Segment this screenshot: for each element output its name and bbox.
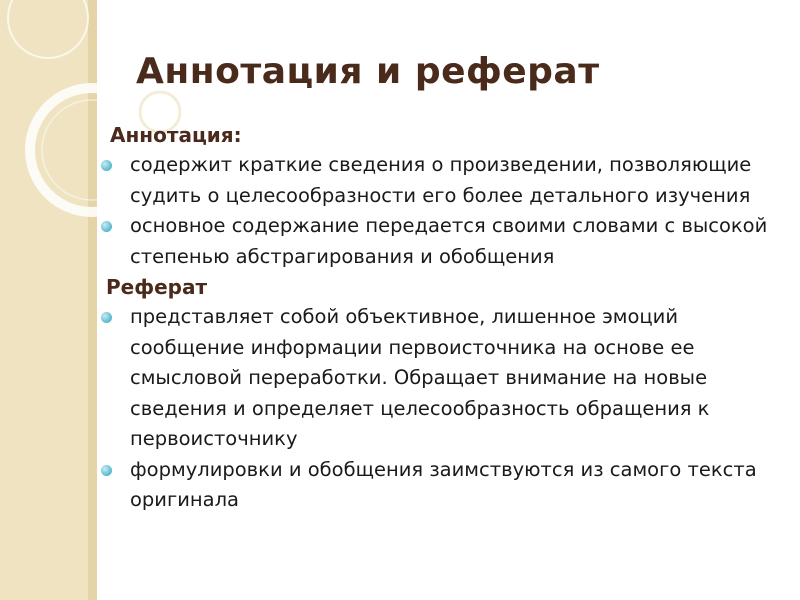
list-item: [96, 211, 776, 272]
section-heading-annotation: Аннотация:: [110, 123, 242, 147]
bullet-text: формулировки и обобщения заимствуются из самого текста оригинала: [130, 457, 757, 511]
slide-title: Аннотация и реферат: [136, 51, 600, 92]
list-item: [96, 150, 776, 211]
bullet-dot-icon: [101, 312, 112, 323]
bullet-text: представляет собой объективное, лишенное эмоций сообщение информации первоисточника на основе ее смысловой переработки. Обращает внимание на новые сведения и определяет целесообразность обращения к первоисточнику: [130, 305, 710, 450]
list-item: [96, 302, 776, 455]
bullet-text: основное содержание передается своими словами с высокой степенью абстрагирования и обобщения: [130, 214, 768, 268]
bullet-dot-icon: [101, 465, 112, 476]
bullet-dot-icon: [101, 221, 112, 232]
slide-content: [96, 120, 776, 516]
bullet-dot-icon: [101, 160, 112, 171]
list-item: [96, 455, 776, 516]
section-heading-abstract: Реферат: [106, 275, 208, 299]
bullet-text: содержит краткие сведения о произведении, позволяющие судить о целесообразности его более детального изучения: [130, 153, 752, 207]
